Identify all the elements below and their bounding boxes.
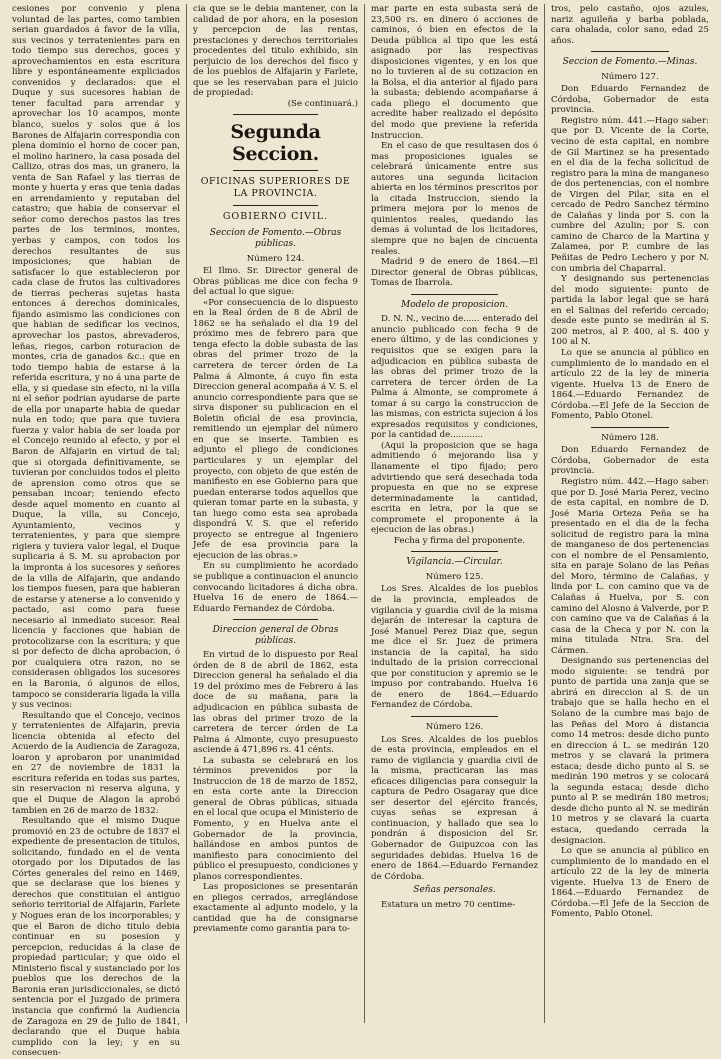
column-4 [544, 4, 715, 1023]
item-number: Número 125. [425, 571, 484, 582]
paragraph: (Aqui la proposicion que se haga admitiendo ó mejorando lisa y llanamente el tipo fijado; pero advirtiendo que será desechada toda propuesta en que no se exprese determinadamente la cantidad, escrita en letra, por la que se compromete el proponente á la ejecucion de las obras.) [371, 440, 538, 536]
divider [591, 427, 669, 428]
divider [233, 170, 318, 171]
item-number: Número 128. [601, 432, 659, 443]
paragraph: «Por consecuencia de lo dispuesto en la Real órden de 8 de Abril de 1862 se ha señalado el dia 19 del próximo mes de febrero para que tenga efecto la doble subasta de las obras del primer trozo de la carretera de tercer órden de La Palma á Almonte, á cuyo fin esta Direccion general acompaña á V. S. el anuncio correspondiente para que se sirva disponer su publicacion en el Boletin oficial de esa provincia, remitiendo un ejemplar del número en que se inserte. Tambien es adjunto el pliego de condiciones particulares y un ejemplar del proyecto, con objeto de que estén de manifiesto en ese Gobierno para que puedan enterarse todos aquellos que quieran tomar parte en la subasta, y tan luego como esta sea aprobada dispondrá V. S. que el referido proyecto se entregue al Ingeniero Jefe de esa provincia para la ejecucion de las obras.» [193, 297, 358, 561]
paragraph: cia que se le debia mantener, con la calidad de por ahora, en la posesion y percepcion de las rentas, prestaciones y derechos territoriales procedentes del titulo exhibido, sin perjuicio de los derechos del fisco y de los pueblos de Alfajarin y Farlete, que se les reservaban para el juicio de propiedad: [193, 4, 358, 99]
continuation-note: (Se continuará.) [287, 98, 358, 109]
divider [411, 551, 498, 552]
paragraph: D. N. N., vecino de...... enterado del anuncio publicado con fecha 9 de enero último, y de las condiciones y requisitos que se exigen para la adjudicacion en pública subasta de las obras del primer trozo de la carretera de tercer órden de La Palma á Almonte, se compromete á tomar á su cargo la construccion de las mismas, con estricta sujecion á los expresados requisitos y condiciones, por la cantidad de............ [371, 314, 538, 441]
paragraph: tros, pelo castaño, ojos azules, nariz aguileña y barba poblada, cara ohalada, color sano, edad 25 años. [551, 4, 709, 46]
item-number: Número 124. [246, 253, 305, 264]
divider [233, 619, 318, 620]
subsection-heading: Direccion general de Obras públicas. [212, 625, 339, 646]
mines-heading: Seccion de Fomento.—Minas. [562, 57, 698, 68]
vigilance-heading: Vigilancia.—Circular. [406, 557, 503, 568]
column-2 [186, 4, 364, 1023]
paragraph: En virtud de lo dispuesto por Real órden de 8 de abril de 1862, esta Direccion general ha señalado el dia 19 del próximo mes de Febrero á las doce de su mañana, para la adjudicacion en pública subasta de las obras del primer trozo de la carretera de tercer órden de La Palma á Almonte, cuyo presupuesto asciende á 471,896 rs. 41 cénts. [193, 650, 358, 756]
paragraph: Las proposiciones se presentarán en pliegos cerrados, arreglándose exactamente al adjunto modelo, y la cantidad que ha de consignarse previamente como garantia para to- [193, 882, 358, 935]
paragraph: Registro núm. 442.—Hago saber: que por D. José Maria Perez, vecino de esta capital, en nombre de D. José Maria Orteza Peña se ha presentado en el dia de la fecha solicitud de registro para la mina de manganeso de dos pertenencias con el nombre de el Pensamiento, sita en paraje Solano de las Peñas del Moro, término de Calañas, y linda por L. con camino que va de Calañas á Huelva, por S. con camino del Alosno á Valverde, por P. con camino que va de Calañas á la casa de la Checa y por N. con la mina titulada Ntra. Sra. del Cármen. [551, 476, 709, 656]
paragraph: Don Eduardo Fernandez de Córdoba, Gobernador de esta provincia. [551, 84, 709, 116]
divider [233, 205, 318, 206]
paragraph: Los Sres. Alcaldes de los pueblos de la provincia, empleados de vigilancia y guardia civil de la misma dejarán de interesar la captura de José Manuel Perez Diaz que, segun me dice el Sr. Juez de primera instancia de la capital, ha sido indultado de la prision correccional que por constitucion y apremio se le impuso por contrabando. Huelva 16 de enero de 1864.—Eduardo Fernandez de Córdoba. [371, 584, 538, 711]
government-heading: GOBIERNO CIVIL. [222, 211, 329, 223]
divider [591, 51, 669, 52]
paragraph: Los Sres. Alcaldes de los pueblos de esta provincia, empleados en el ramo de vigilancia y guardia civil de la misma, practicaran las mas eficaces diligencias para conseguir la captura de Pedro Osagaray que dice ser desertor del ejército francés, cuyas señas se expresan á continuacion, y hallado que sea lo pondrán á disposicion del Sr. Gobernador de Guipuzcoa con las seguridades debidas. Huelva 16 de enero de 1864.—Eduardo Fernandez de Córdoba. [371, 734, 538, 882]
paragraph: mar parte en esta subasta será de 23,500 rs. en dinero ó acciones de caminos, ó bien en efectos de la Deuda pública al tipo que les está asignado por las respectivas disposiciones vigentes, y en los que no lo tuvieren al de su cotizacion en la Bolsa, el dia anterior al fijado para la subasta; debiendo acompañarse á cada pliego el documento que acredite haber realizado el depósito del modo que previene la referida Instruccion. [371, 4, 538, 141]
paragraph: Resultando que el mismo Duque promovió en 23 de octubre de 1837 el expediente de presentacion de titulos, solicitando, fundado en el de venta otorgado por los Diputados de las Córtes generales del reino en 1469, que se declarase que los bienes y derechos que constituian el antiguo señorio territorial de Alfajarin, Farlete y Nogues eran de los incorporables; y que el Baron de dicho titulo debia continuar en su posesion y percepcion, reducidas á la clase de propiedad particular; y que oido el Ministerio fiscal y sustanciado por los pueblos que los derechos de la Baronia eran jurisdiccionales, se dictó sentencia por el Juzgado de primera instancia que confirmó la Audiencia de Zaragoza en 29 de Julio de 1841, declarando que el Duque habia cumplido con la ley; y en su consecuen- [12, 816, 180, 1059]
office-heading: OFICINAS SUPERIORES DE LA PROVINCIA. [200, 176, 351, 200]
paragraph: Lo que se anuncia al público en cumplimiento de lo mandado en el artículo 22 de la ley de mineria vigente. Huelva 13 de Enero de 1864.—Eduardo Fernandez de Córdoba.—El Jefe de la Seccion de Fomento, Pablo Otonel. [551, 846, 709, 920]
item-number: Número 127. [601, 71, 659, 82]
paragraph: Resultando que el Concejo, vecinos y terratenientes de Alfajarin, previa licencia obtenida al efecto del Acuerdo de la Audiencia de Zaragoza, loaron y aprobaron por unanimidad en 27 de noviembre de 1831 la escritura referida en todas sus partes, sin reservacion ni reserva alguna, y que el Duque de Alagon la aprobó tambien en 26 de marzo de 1832: [12, 710, 180, 816]
column-1 [6, 4, 186, 1059]
item-number: Número 126. [425, 722, 484, 732]
paragraph: Designando sus pertenencias del modo siguiente: se tendrá por punto de partida una zanja que se abrirá en direccion al S. de un trabajo que se halla hecho en el Solano de la cumbre mas bajo de las Peñas del Moro á distancia como 14 metros: desde dicho punto en direccion á L. se medirán 120 metros y se clavará la primera estaca; desde dicho punto al S. se medirán 190 metros y se colocará la segunda estaca; desde dicho punto al P. se medirán 180 metros; desde dicho punto al N. se medirán 10 metros y se clavará la cuarta estaca, quedando cerrada la designacion. [551, 656, 709, 846]
divider [233, 114, 318, 115]
paragraph: Madrid 9 de enero de 1864.—El Director general de Obras públicas, Tomas de Ibarrola. [371, 257, 538, 289]
paragraph: En su cumplimiento he acordado se publique a continuacion el anuncio convocando licitadores á dicha obra. Huelva 16 de enero de 1864.—Eduardo Fernandez de Córdoba. [193, 561, 358, 614]
column-3 [364, 4, 544, 1023]
divider [411, 294, 498, 295]
description-heading: Señas personales. [413, 885, 496, 896]
paragraph: Fecha y firma del proponente. [393, 535, 526, 546]
paragraph: Registro núm. 441.—Hago saber: que por D. Vicente de la Corte, vecino de esta capital, en nombre de Gil Martinez se ha presentado en el dia de la fecha solicitud de registro para la mina de manganeso de dos pertenencias, con el nombre de Virgen del Pilar, sita en el cercado de Pedro Sanchez término de Calañas y linda por S. con la cumbre del Azulin; por S. con camino de Charco de la Martina y Zalamea, por P. cumbre de las Peñitas de Pedro Lechero y por N. con umbria del Chaparral. [551, 115, 709, 274]
paragraph: Don Eduardo Fernandez de Córdoba, Gobernador de esta provincia. [551, 445, 709, 477]
paragraph: Estatura un metro 70 centime- [381, 899, 516, 910]
divider [411, 716, 498, 717]
paragraph: Lo que se anuncia al público en cumplimiento de lo mandado en el artículo 22 de la ley de mineria vigente. Huelva 13 de Enero de 1864.—Eduardo Fernandez de Córdoba.—El Jefe de la Seccion de Fomento, Pablo Otonel. [551, 347, 709, 422]
paragraph: cesiones por convenio y plena voluntad de las partes, como tambien serian guardados á favor de la villa, sus vecinos y terratenientes para en todo tiempo sus derechos, goces y aprovechamientos en esta escritura libre y espontáneamente expliciados convenidos y declarados: que el Duque y sus sucesores habian de tener facultad para arrendar y aprovechar los 10 acampos, monte blanco, suelos y solos que á los Barones de Alfajarin correspondia con plena dominio el horno de cocer pan, el molino harinero, la casa posada del Callizo, otras dos mas, un granero, la venta de San Rafael y las tierras de monte y huerta y eras que tenia dadas en arrendamiento y reputaban del catastro; que habia de conservar el señor como derechos pastos las tres partes de los terminos, montes, yerbas y campos, con todos los derechos resultantes de sus imposiciones; que habian de satisfacer lo que establecieron por cada clase de frutos las cultivadores de tierras pecheras sujetas hasta entonces á derechos dominicales, fijando asimismo las condiciones con que habian de sedificar los vecinos, aprovechar los pastos, abrevaderos, leñas, riegos, carbon roturacion de montes, cria de ganados &c.: que en todo tiempo habia de estarse á la referida escritura, y no á una parte de ella, y si quedase sin efecto, ni la villa ni el señor podrian ayudarse de parte de ella por unaparte habia de quedar nula en todo; que para que tuviera fuerza y valor habia de ser loada por el Concejo reunido al efecto, y por el Baron de Alfajarin en virtud de tal; que si otorgada definitivamente, se tuvieran por concluidos todos el pleito de aprension como otros que se pensaban incoar; teniendo efecto desde aquel momento en cuanto al Duque, la villa, su Concejo, Ayuntamiento, vecinos y terratenientes, y para que siempre rigiera y tuviera valor legal, el Duque suplicaria á S. M. su aprobacion por la impronta á los sucesores y señores de la villa de Alfajarin, que andando los tiempos fuesen, para que habieran de estarse y atenerse a lo convenido y pactado, asi como para fuese necesario al inmediato sucesor. Real licencia y facciones que habian de protocolizarse con la escritura; y que si por defecto de dicha aprobacion, ó por cualquiera otra razon, no se considerasen obligados los sucesores en la Baronia, ó algunos de ellos, tampoco se consideraria ligada la villa y sus vecinos: [12, 4, 180, 711]
paragraph: Y designando sus pertenencias del modo siguiente: punto de partida la labor legal que se hará en el Salinas del referido cercado; desde este punto se medirán al S. 200 metros, al P. 400, al S. 400 y 100 al N. [551, 274, 709, 348]
paragraph: El Ilmo. Sr. Director general de Obras públicas me dice con fecha 9 del actual lo que sigue: [193, 266, 358, 298]
model-heading: Modelo de proposicion. [401, 299, 508, 310]
subsection-heading: Seccion de Fomento.—Obras públicas. [209, 228, 342, 250]
paragraph: La subasta se celebrará en los términos prevenidos por la Instruccion de 18 de marzo de 1852, en esta corte ante la Direccion general de Obras públicas, situada en el local que ocupa el Ministerio de Fomento, y en Huelva ante el Gobernador de la provincia, hallándose en ambos puntos de manifiesto para conocimiento del público el presupuesto, condiciones y planos correspondientes. [193, 755, 358, 882]
section-title: Segunda Seccion. [230, 121, 321, 166]
paragraph: En el caso de que resultasen dos ó mas proposiciones iguales se celebrará únicamente entre sus autores una segunda licitacion abierta en los términos prescritos por la citada Instruccion, siendo la primera mejora por lo menos de quinientos reales, quedando las demas á voluntad de los licitadores, siempre que no bajen de cincuenta reales. [371, 141, 538, 257]
